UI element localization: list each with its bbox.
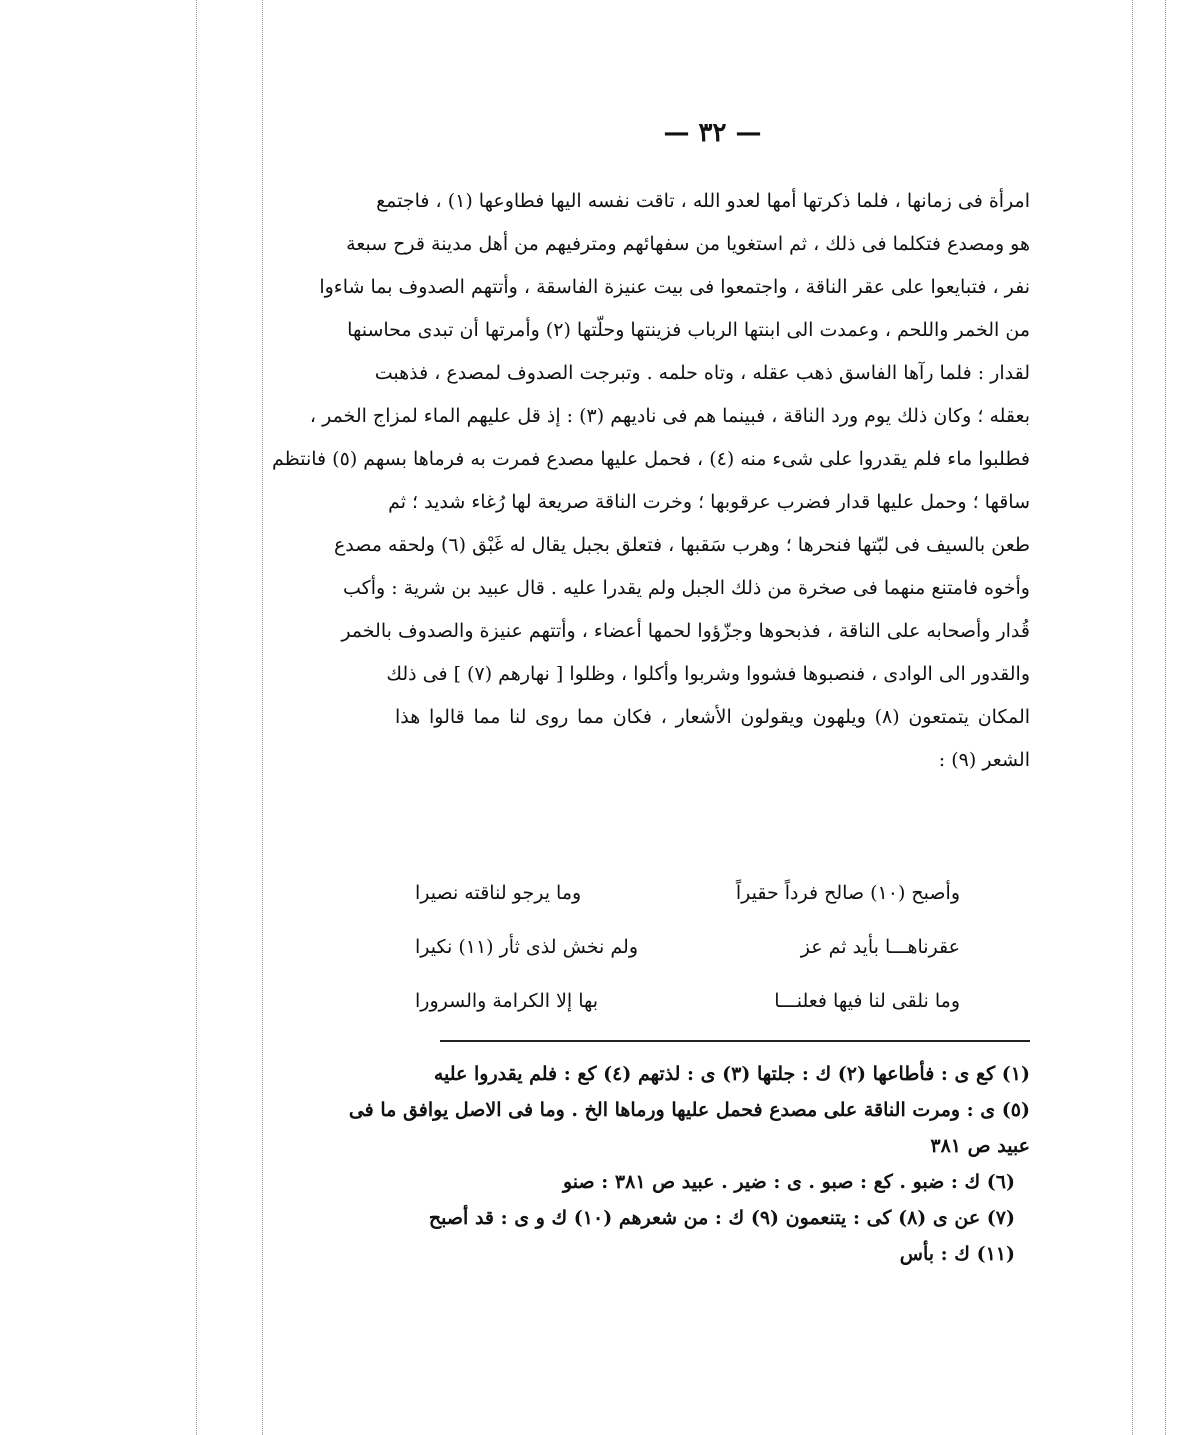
verse-second-hemistich: وما يرجو لناقته نصيرا <box>415 882 582 904</box>
scan-dotted-line-left-inner <box>262 0 263 1435</box>
poem <box>395 866 1030 1028</box>
poem-verse <box>395 866 1030 920</box>
verse-first-hemistich: وما نلقى لنا فيها فعلنـــا <box>774 990 960 1012</box>
poem-verse <box>395 920 1030 974</box>
footnote-line: (١١) ك : بأس <box>899 1243 1015 1265</box>
body-line: فطلبوا ماء فلم يقدروا على شىء منه (٤) ، فحمل عليها مصدع فمرت به فرماها بسهم (٥) فانتظم <box>272 448 1030 470</box>
book-page <box>272 118 1031 1318</box>
body-line: قُدار وأصحابه على الناقة ، فذبحوها وجزّؤوا لحمها أعضاء ، وأتتهم عنيزة والصدوف بالخمر <box>341 620 1030 642</box>
footnote-line: (٦) ك : ضبو . كع : صبو . ى : ضير . عبيد ص ٣٨١ : صنو <box>562 1171 1015 1193</box>
footnote-line: عبيد ص ٣٨١ <box>930 1135 1030 1157</box>
body-line: والقدور الى الوادى ، فنصبوها فشووا وشربوا وأكلوا ، وظلوا [ نهارهم (٧) ] فى ذلك <box>386 663 1030 685</box>
body-line: بعقله ؛ وكان ذلك يوم ورد الناقة ، فبينما هم فى ناديهم (٣) : إذ قل عليهم الماء لمزاج الخمر ، <box>309 405 1030 427</box>
footnote-line: (١) كع ى : فأطاعها (٢) ك : جلتها (٣) ى : لذتهم (٤) كع : فلم يقدروا عليه <box>433 1063 1030 1085</box>
body-line: امرأة فى زمانها ، فلما ذكرتها أمها لعدو الله ، تاقت نفسه اليها فطاوعها (١) ، فاجتمع <box>376 190 1030 212</box>
footnote-separator <box>440 1040 1030 1042</box>
body-text <box>272 180 1031 782</box>
scan-dotted-line-left <box>196 0 197 1435</box>
body-line: من الخمر واللحم ، وعمدت الى ابنتها الرباب فزينتها وحلّتها (٢) وأمرتها أن تبدى محاسنها <box>347 319 1030 341</box>
verse-second-hemistich: بها إلا الكرامة والسرورا <box>415 990 599 1012</box>
scan-dotted-line-right <box>1132 0 1133 1435</box>
body-line: الشعر (٩) : <box>938 749 1030 771</box>
footnote-line: (٥) ى : ومرت الناقة على مصدع فحمل عليها ورماها الخ . وما فى الاصل يوافق ما فى <box>348 1099 1030 1121</box>
body-line: لقدار : فلما رآها الفاسق ذهب عقله ، وتاه حلمه . وتبرجت الصدوف لمصدع ، فذهبت <box>374 362 1030 384</box>
body-line: هو ومصدع فتكلما فى ذلك ، ثم استغويا من سفهائهم ومترفيهم من أهل مدينة قرح سبعة <box>346 233 1030 255</box>
body-line: نفر ، فتبايعوا على عقر الناقة ، واجتمعوا فى بيت عنيزة الفاسقة ، وأتتهم الصدوف بما شاءوا <box>319 276 1030 298</box>
body-line: المكان يتمتعون (٨) ويلهون ويقولون الأشعار ، فكان مما روى لنا مما قالوا هذا <box>395 706 1031 728</box>
body-line: ساقها ؛ وحمل عليها قدار فضرب عرقوبها ؛ وخرت الناقة صريعة لها رُغاء شديد ؛ ثم <box>388 491 1030 513</box>
body-line: وأخوه فامتنع منهما فى صخرة من ذلك الجبل ولم يقدرا عليه . قال عبيد بن شرية : وأكب <box>343 577 1030 599</box>
verse-second-hemistich: ولم نخش لذى ثأر (١١) نكيرا <box>415 936 638 958</box>
footnotes <box>348 1056 1030 1272</box>
footnote-line: (٧) عن ى (٨) كى : يتنعمون (٩) ك : من شعرهم (١٠) ك و ى : قد أصبح <box>428 1207 1015 1229</box>
body-line: طعن بالسيف فى لبّتها فنحرها ؛ وهرب سَقبها ، فتعلق بجبل يقال له غَبْق (٦) ولحقه مصدع <box>333 534 1030 556</box>
verse-first-hemistich: وأصبح (١٠) صالح فرداً حقيراً <box>735 882 960 904</box>
verse-first-hemistich: عقرناهـــا بأيد ثم عز <box>800 936 960 958</box>
page-number: — ٣٢ — <box>663 118 762 148</box>
scan-dotted-line-far-right <box>1165 0 1166 1435</box>
poem-verse <box>395 974 1030 1028</box>
